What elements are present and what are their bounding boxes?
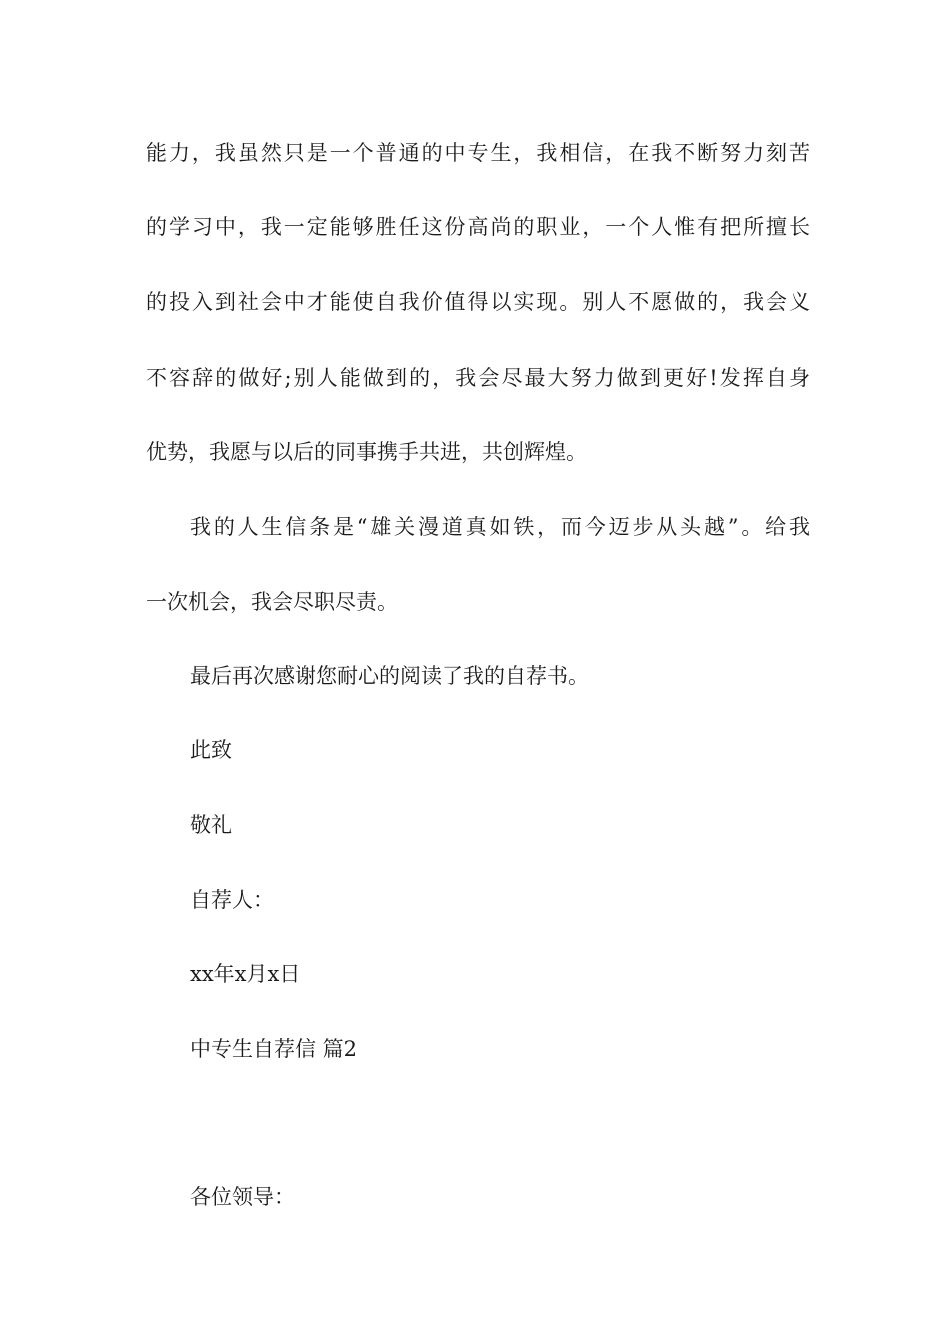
paragraph-line: 的投入到社会中才能使自我价值得以实现。别人不愿做的，我会义 [146,290,810,314]
salutation-line: 敬礼 [190,813,232,837]
greeting-line: 各位领导： [190,1185,295,1209]
paragraph-line: 的学习中，我一定能够胜任这份高尚的职业，一个人惟有把所擅长 [146,215,810,239]
date-line: xx年x月x日 [190,962,301,986]
paragraph-line: 优势，我愿与以后的同事携手共进，共创辉煌。 [146,440,587,464]
paragraph-line: 能力，我虽然只是一个普通的中专生，我相信，在我不断努力刻苦 [146,141,810,165]
section-title: 中专生自荐信 篇2 [190,1037,358,1061]
closing-line: 此致 [190,738,232,762]
signature-label: 自荐人： [190,888,274,912]
paragraph-line: 不容辞的做好;别人能做到的，我会尽最大努力做到更好!发挥自身 [146,366,810,390]
paragraph-line: 一次机会，我会尽职尽责。 [146,590,398,614]
paragraph-line: 最后再次感谢您耐心的阅读了我的自荐书。 [190,664,589,688]
paragraph-line: 我的人生信条是“雄关漫道真如铁，而今迈步从头越”。给我 [190,515,810,539]
